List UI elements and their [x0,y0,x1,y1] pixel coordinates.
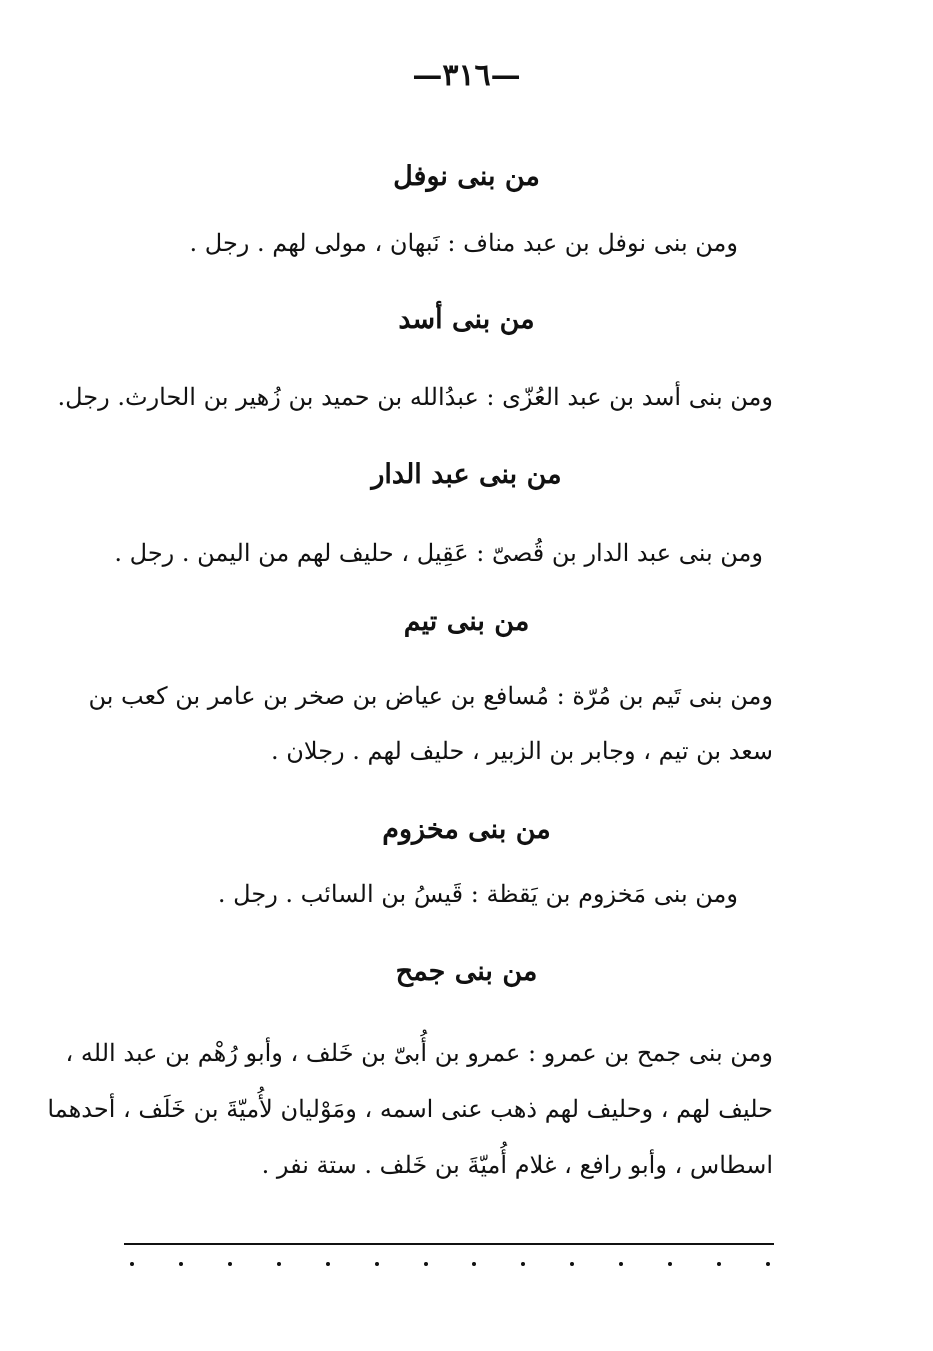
footer-dot [375,1262,379,1266]
footer-dot [766,1262,770,1266]
footer-dot [668,1262,672,1266]
footer-dot [619,1262,623,1266]
section-text-jumah-line-1: ومن بنى جمح بن عمرو : عمرو بن أُبىّ بن خَلف ، وأبو رُهْم بن عبد الله ، [65,1039,773,1067]
footer-dot [424,1262,428,1266]
section-text-makhzum: ومن بنى مَخزوم بن يَقظة : قَيسُ بن السائب . رجل . [217,880,738,908]
footer-dots [130,1262,770,1266]
section-heading-taym: من بنى تيم [403,606,530,637]
page-number: —٣١٦— [412,58,521,93]
footer-dot [179,1262,183,1266]
footer-dot [277,1262,281,1266]
section-text-nawfal: ومن بنى نوفل بن عبد مناف : نَبهان ، مولى لهم . رجل . [189,229,738,257]
section-text-taym-line-1: ومن بنى تَيم بن مُرّة : مُسافع بن عياض بن صخر بن عامر بن كعب بن [88,682,773,710]
footer-dot [472,1262,476,1266]
footer-dot [130,1262,134,1266]
footer-dot [717,1262,721,1266]
section-heading-abd-al-dar: من بنى عبد الدار [371,459,562,490]
section-text-abd-al-dar: ومن بنى عبد الدار بن قُصىّ : عَقِيل ، حليف لهم من اليمن . رجل . [114,539,763,567]
section-text-jumah-line-3: اسطاس ، وأبو رافع ، غلام أُميّةَ بن خَلف . ستة نفر . [261,1151,773,1179]
section-text-taym-line-2: سعد بن تيم ، وجابر بن الزبير ، حليف لهم . رجلان . [270,737,773,765]
section-heading-makhzum: من بنى مخزوم [382,814,551,845]
section-heading-nawfal: من بنى نوفل [393,161,540,192]
footer-dot [326,1262,330,1266]
section-heading-jumah: من بنى جمح [395,956,538,987]
footer-dot [570,1262,574,1266]
footer-dot [521,1262,525,1266]
footer-dot [228,1262,232,1266]
section-text-jumah-line-2: حليف لهم ، وحليف لهم ذهب عنى اسمه ، ومَوْليان لأُميّةَ بن خَلَف ، أحدهما [47,1095,773,1123]
section-heading-asad: من بنى أسد [398,304,535,335]
section-text-asad: ومن بنى أسد بن عبد العُزّى : عبدُالله بن حميد بن زُهير بن الحارث. رجل. [57,383,773,411]
footer-rule [124,1243,774,1245]
